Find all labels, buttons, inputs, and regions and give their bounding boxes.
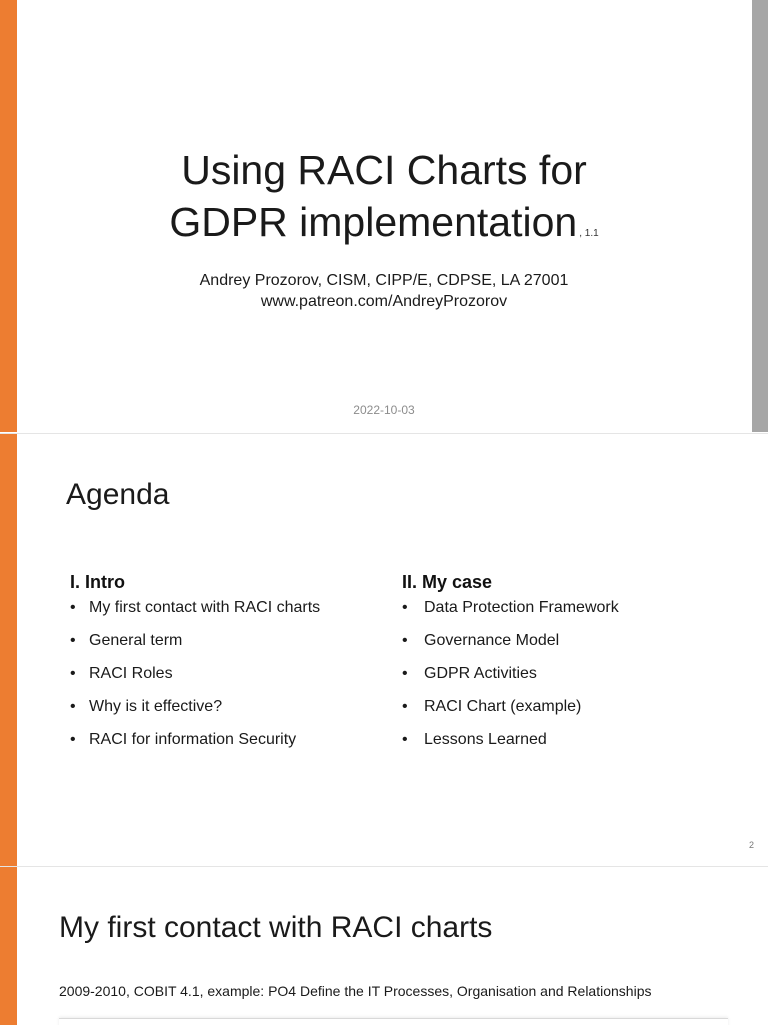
list-item [402,729,732,750]
agenda-list-my-case [402,597,732,750]
bullet-icon: • [70,599,76,616]
list-item-text: My first contact with RACI charts [89,599,321,616]
scrollbar[interactable] [752,0,768,432]
agenda-list-intro [70,597,400,750]
author-block [100,270,668,312]
bullet-icon: • [402,731,408,748]
list-item [70,729,400,750]
list-item [70,630,400,651]
bullet-icon: • [402,665,408,682]
list-item [402,630,732,651]
list-item-text: GDPR Activities [424,665,537,682]
title-line-2-text: GDPR implementation [169,199,578,245]
list-item-text: Governance Model [424,632,560,649]
list-item [402,597,732,618]
author-website[interactable]: www.patreon.com/AndreyProzorov [260,293,508,310]
list-item-text: RACI for information Security [89,731,297,748]
list-item [402,696,732,717]
list-item [70,597,400,618]
bullet-icon: • [70,698,76,715]
version-label: , 1.1 [579,228,599,239]
presentation-title [100,144,668,260]
list-item-text: RACI Roles [89,665,173,682]
slide-title [0,0,768,432]
author-name: Andrey Prozorov, CISM, CIPP/E, CDPSE, LA 27001 [199,272,569,289]
bullet-icon: • [402,632,408,649]
accent-bar [0,867,17,1025]
bullet-icon: • [70,731,76,748]
list-item-text: Lessons Learned [424,731,547,748]
agenda-column-my-case [402,572,732,762]
list-item-text: General term [89,632,183,649]
bullet-icon: • [402,599,408,616]
list-item-text: Why is it effective? [89,698,223,715]
list-item-text: Data Protection Framework [424,599,619,616]
agenda-heading-my-case: II. My case [402,572,493,592]
accent-bar [0,434,17,866]
bullet-icon: • [402,698,408,715]
agenda-heading-intro: I. Intro [70,572,125,592]
slide-agenda [0,433,768,866]
bullet-icon: • [70,665,76,682]
accent-bar [0,0,17,432]
slide-first-contact [0,866,768,1025]
slide-title-text: My first contact with RACI charts [59,911,493,944]
list-item [70,696,400,717]
slide-subtitle: 2009-2010, COBIT 4.1, example: PO4 Define the IT Processes, Organisation and Relationships [59,983,652,999]
bullet-icon: • [70,632,76,649]
list-item-text: RACI Chart (example) [424,698,582,715]
title-line-1: Using RACI Charts for [181,147,587,193]
agenda-title: Agenda [66,478,170,511]
list-item [70,663,400,684]
list-item [402,663,732,684]
agenda-column-intro [70,572,400,762]
page-number: 2 [748,840,754,850]
presentation-date: 2022-10-03 [353,403,415,417]
title-line-2 [100,196,668,260]
